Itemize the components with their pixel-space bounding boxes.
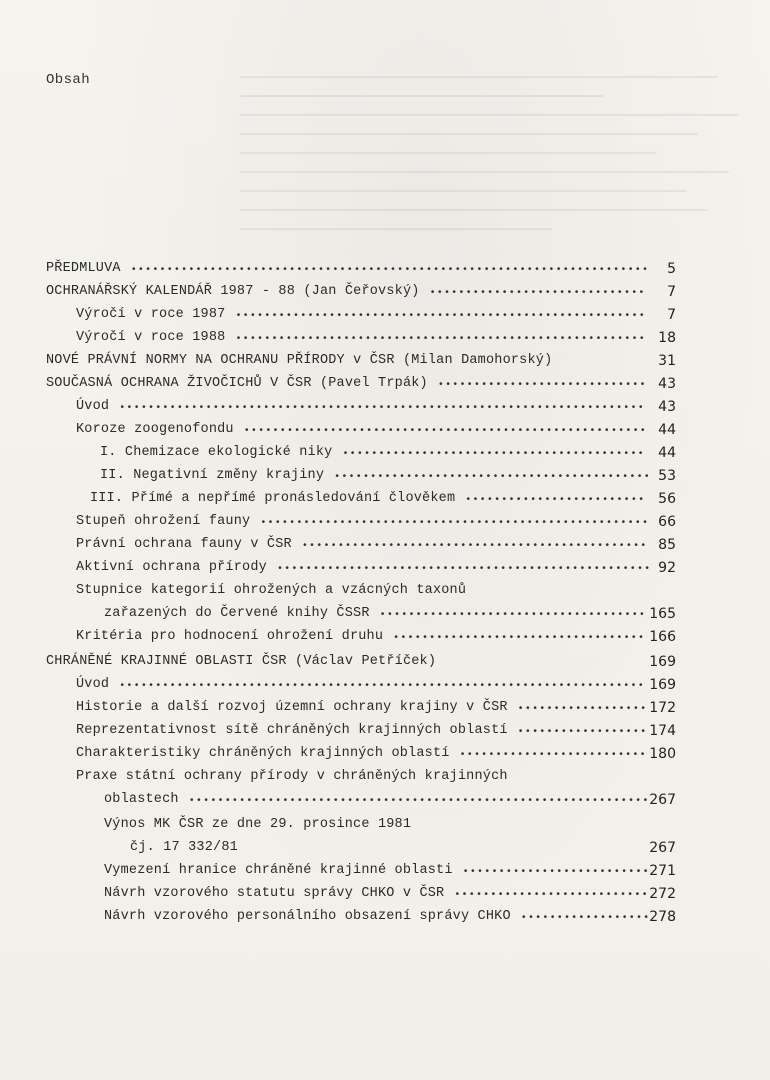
dot-leader: •••••••••••••••••••••••••••••••••••••••••••••••••••• [276,564,652,575]
toc-entry-title: Reprezentativnost sítě chráněných krajinných oblastí [76,723,508,738]
dot-leader: •••••••••••••••••••••••••••••••••••••••••••••••••••••••••••••••• [188,796,650,807]
toc-entry [0,814,770,836]
dot-leader: •••••••••••••••••• [517,704,648,715]
toc-page-number: 44 [658,445,676,461]
dot-leader: ••••••••••••••••••••••••••••••••••••••••••••••••••••••••• [235,311,646,322]
toc-entry [0,419,770,441]
toc-page-number: 43 [658,376,676,392]
dot-leader: •••••••••••••••••••••••••••••• [429,288,646,299]
toc-entry [0,580,770,602]
contents-heading: Obsah [46,72,91,88]
toc-page-number: 165 [649,606,676,622]
toc-page-number: 53 [658,468,676,484]
toc-entry [0,789,770,811]
toc-entry-title: Aktivní ochrana přírody [76,560,267,575]
toc-entry-title: Kritéria pro hodnocení ohrožení druhu [76,629,384,644]
dot-leader: •••••••••••••••••••••••••••••••••••••••••••••••••••••••••••••••••••••••• [130,265,650,276]
toc-entry-title: SOUČASNÁ OCHRANA ŽIVOČICHŮ V ČSR (Pavel Trpák) [46,376,428,391]
dot-leader: ••••••••••••••••••••••••••••••••••••• [379,610,647,621]
toc-entry-title: Stupeň ohrožení fauny [76,514,251,529]
toc-page-number: 272 [649,886,676,902]
toc-entry [0,396,770,418]
dot-leader: •••••••••••••••••••••••••••••••••••••••••• [342,449,645,460]
toc-page-number: 180 [649,746,676,762]
dot-leader: •••••••••••••••••••••••••••••••••••••••••••• [334,472,651,483]
toc-entry-title: Návrh vzorového personálního obsazení správy CHKO [104,909,511,924]
dot-leader: ••••••••••••••••••••••••••••••••••••••••••••••••••••••••• [235,334,646,345]
dot-leader: ••••••••••••••••••••••••• [465,495,646,506]
toc-page-number: 56 [658,491,676,507]
toc-page-number: 267 [649,792,676,808]
toc-entry-title: NOVÉ PRÁVNÍ NORMY NA OCHRANU PŘÍRODY v ČSR (Milan Damohorský) [46,353,553,368]
dot-leader: ••••••••••••••••••••••••••• [454,890,649,901]
toc-entry [0,534,770,556]
dot-leader: •••••••••••••••••• [517,727,648,738]
toc-entry-title: II. Negativní změny krajiny [100,468,325,483]
dot-leader: •••••••••••••••••• [520,913,651,924]
toc-entry [0,350,770,372]
toc-page-number: 66 [658,514,676,530]
toc-entry-title: Výnos MK ČSR ze dne 29. prosince 1981 [104,817,412,832]
toc-entry [0,327,770,349]
toc-entry-title: Praxe státní ochrany přírody v chráněných krajinných [76,769,508,784]
toc-entry [0,442,770,464]
toc-entry [0,906,770,928]
toc-entry-title: Koroze zoogenofondu [76,422,234,437]
toc-page-number: 267 [649,840,676,856]
dot-leader: •••••••••••••••••••••••••••••••••••••••••••••••••••••• [260,518,650,529]
toc-entry [0,720,770,742]
dot-leader: ••••••••••••••••••••••••••••••••••••••••••••••••••••••••••••••••••••••••• [119,681,645,692]
toc-entry-title: oblastech [104,792,179,807]
toc-entry-title: Stupnice kategorií ohrožených a vzácných taxonů [76,583,467,598]
toc-entry [0,743,770,765]
toc-entry [0,626,770,648]
dot-leader: •••••••••••••••••••••••••••••••••••••••••••••••••••••••• [243,426,647,437]
toc-entry-title: III. Přímé a nepřímé pronásledování člověkem [90,491,456,506]
toc-page-number: 18 [658,330,676,346]
toc-entry-title: Výročí v roce 1988 [76,330,226,345]
toc-entry [0,674,770,696]
dot-leader: ••••••••••••••••••••••••••••• [437,380,647,391]
toc-page-number: 166 [649,629,676,645]
toc-entry-title: Návrh vzorového statutu správy CHKO v ČSR [104,886,445,901]
toc-page-number: 278 [649,909,676,925]
toc-entry-title: zařazených do Červené knihy ČSSR [104,606,370,621]
toc-entry [0,557,770,579]
toc-page-number: 31 [658,353,676,369]
toc-page-number: 271 [649,863,676,879]
toc-entry-title: Charakteristiky chráněných krajinných oblastí [76,746,450,761]
toc-page-number: 5 [667,261,676,277]
toc-entry [0,373,770,395]
toc-entry [0,603,770,625]
toc-entry [0,511,770,533]
dot-leader: ••••••••••••••••••••••••••••••••••••••••••••••••••••••••••••••••••••••••• [119,403,645,414]
toc-page-number: 44 [658,422,676,438]
toc-entry-title: čj. 17 332/81 [130,840,238,855]
toc-entry-title: Právní ochrana fauny v ČSR [76,537,292,552]
toc-entry-title: I. Chemizace ekologické niky [100,445,333,460]
dot-leader: •••••••••••••••••••••••••• [459,750,647,761]
toc-entry [0,258,770,280]
toc-page-number: 43 [658,399,676,415]
toc-entry [0,281,770,303]
toc-entry [0,697,770,719]
toc-entry-title: Úvod [76,399,110,414]
toc-entry [0,860,770,882]
toc-page-number: 7 [667,307,676,323]
toc-page-number: 172 [649,700,676,716]
toc-page-number: 92 [658,560,676,576]
toc-entry-title: OCHRANÁŘSKÝ KALENDÁŘ 1987 - 88 (Jan Čeřovský) [46,284,420,299]
toc-entry [0,766,770,788]
toc-page-number: 169 [649,654,676,670]
toc-entry [0,488,770,510]
toc-entry-title: PŘEDMLUVA [46,261,121,276]
dot-leader: ••••••••••••••••••••••••••••••••••• [393,633,646,644]
toc-entry [0,465,770,487]
toc-page-number: 85 [658,537,676,553]
toc-page-number: 7 [667,284,676,300]
toc-entry [0,304,770,326]
toc-entry-title: Vymezení hranice chráněné krajinné oblasti [104,863,453,878]
toc-page-number: 169 [649,677,676,693]
toc-entry [0,837,770,859]
toc-entry-title: Výročí v roce 1987 [76,307,226,322]
toc-entry-title: Úvod [76,677,110,692]
dot-leader: •••••••••••••••••••••••••••••••••••••••••••••••• [301,541,648,552]
toc-page-number: 174 [649,723,676,739]
toc-entry [0,651,770,673]
dot-leader: •••••••••••••••••••••••••• [462,867,650,878]
toc-entry [0,883,770,905]
toc-entry-title: Historie a další rozvoj územní ochrany krajiny v ČSR [76,700,508,715]
toc-entry-title: CHRÁNĚNÉ KRAJINNÉ OBLASTI ČSR (Václav Petříček) [46,654,437,669]
